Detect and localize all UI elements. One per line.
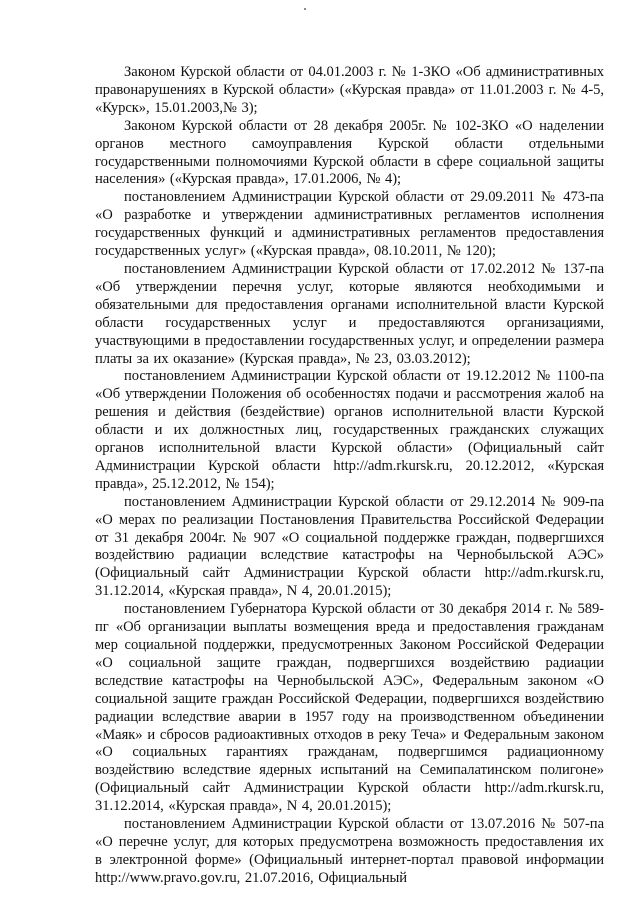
paragraph-resolution-29-12-2014: постановлением Администрации Курской области от 29.12.2014 № 909-па «О мерах по реализации Постановления Правительства Российской Федерации от 31 декабря 2004г. № 907 «О социальной поддержке граждан, подвергшихся воздействию радиации вследствие катастрофы на Чернобыльской АЭС» (Официальный сайт Администрации Курской области http://adm.rkursk.ru, 31.12.2014, «Курская правда», N 4, 20.01.2015); [95, 493, 604, 600]
paragraph-resolution-13-07-2016: постановлением Администрации Курской области от 13.07.2016 № 507-па «О перечне услуг, для которых предусмотрена возможность предоставления их в электронной форме» (Официальный интернет-портал правовой информации http://www.pravo.gov.ru, 21.07.2016, Официальный [95, 816, 604, 886]
paragraph-resolution-19-12-2012: постановлением Администрации Курской области от 19.12.2012 № 1100-па «Об утверждении Положения об особенностях подачи и рассмотрения жалоб на решения и действия (бездействие) органов исполнительной власти Курской области и их должностных лиц, государственных гражданских служащих органов исполнительной власти Курской области» (Официальный сайт Администрации Курской области http://adm.rkursk.ru, 20.12.2012, «Курская правда», 25.12.2012, № 154); [95, 368, 604, 492]
paragraph-governor-30-12-2014: постановлением Губернатора Курской области от 30 декабря 2014 г. № 589-пг «Об организации выплаты возмещения вреда и предоставления гражданам мер социальной поддержки, предусмотренных Законом Российской Федерации «О социальной защите граждан, подвергшихся воздействию радиации вследствие катастрофы на Чернобыльской АЭС», Федеральным законом «О социальной защите граждан Российской Федерации, подвергшихся воздействию радиации вследствие аварии в 1957 году на производственном объединении «Маяк» и сбросов радиоактивных отходов в реку Теча» и Федеральным законом «О социальных гарантиях гражданам, подвергшимся радиационному воздействию вследствие ядерных испытаний на Семипалатинском полигоне» (Официальный сайт Администрации Курской области http://adm.rkursk.ru, 31.12.2014, «Курская правда», N 4, 20.01.2015); [95, 601, 604, 815]
paragraph-resolution-17-02-2012: постановлением Администрации Курской области от 17.02.2012 № 137-па «Об утверждении перечня услуг, которые являются необходимыми и обязательными для предоставления органами исполнительной власти Курской области государственных услуг и предоставляются организациями, участвующими в предоставлении государственных услуг, и определении размера платы за их оказание» (Курская правда», № 23, 03.03.2012); [95, 260, 605, 367]
scan-speck [304, 8, 306, 10]
paragraph-law-04-01-2003: Законом Курской области от 04.01.2003 г. № 1-ЗКО «Об административных правонарушениях в Курской области» («Курская правда» от 11.01.2003 г. № 4-5, «Курск», 15.01.2003,№ 3); [95, 64, 604, 116]
paragraph-resolution-29-09-2011: постановлением Администрации Курской области от 29.09.2011 № 473-па «О разработке и утверждении административных регламентов исполнения государственных функций и административных регламентов предоставления государственных услуг» («Курская правда», 08.10.2011, № 120); [95, 189, 604, 260]
paragraph-law-28-12-2005: Законом Курской области от 28 декабря 2005г. № 102-ЗКО «О наделении органов местного самоуправления Курской области отдельными государственными полномочиями Курской области в сфере социальной защиты населения» («Курская правда», 17.01.2006, № 4); [95, 117, 604, 188]
